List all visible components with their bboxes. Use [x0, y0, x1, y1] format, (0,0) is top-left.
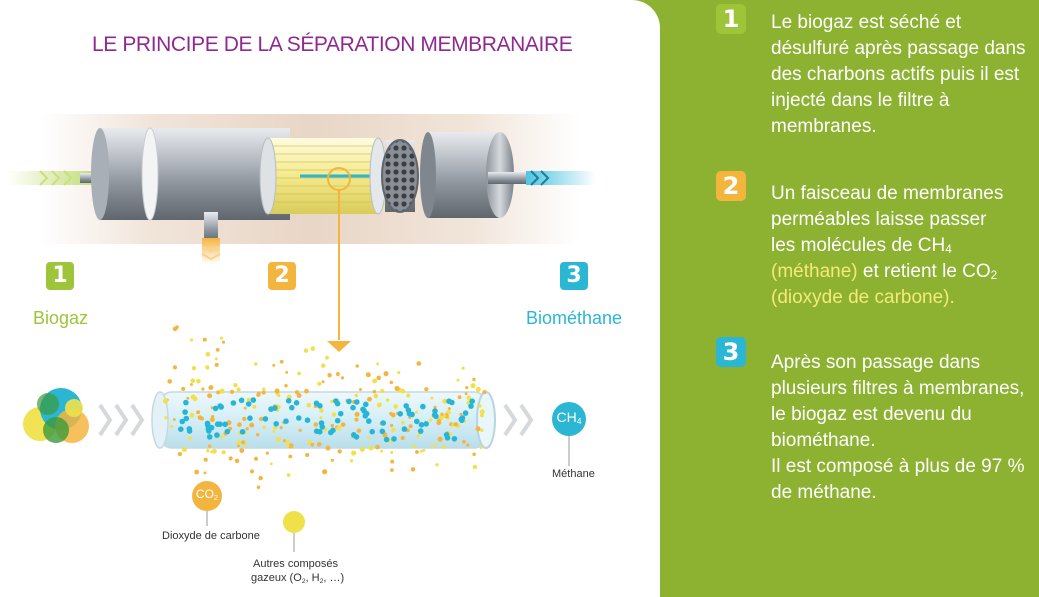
co2-particle	[369, 446, 374, 451]
explanation-step-2-badge: 2	[716, 171, 746, 201]
co2-particle	[355, 412, 360, 417]
methane-particle	[333, 398, 339, 404]
methane-particle	[380, 429, 386, 435]
co2-particle	[252, 405, 256, 409]
methane-particle	[445, 435, 451, 441]
methane-particle	[419, 422, 425, 428]
methane-particle	[380, 420, 386, 426]
explanation-panel	[660, 0, 1039, 597]
co2-particle	[462, 440, 466, 444]
co2-particle	[310, 346, 315, 351]
co2-particle	[416, 361, 421, 366]
co2-particle	[277, 406, 280, 409]
explanation-step-1-badge: 1	[716, 4, 746, 34]
co2-particle	[436, 420, 441, 425]
co2-particle	[386, 398, 389, 401]
co2-particle	[412, 444, 416, 448]
co2-particle	[390, 460, 394, 464]
co2-particle	[341, 376, 344, 379]
co2-particle	[375, 445, 380, 450]
co2-particle	[186, 397, 189, 400]
step-2-co2-sub: 2	[990, 269, 998, 282]
others-prefix: gazeux (O	[251, 572, 302, 584]
co2-particle	[193, 396, 198, 401]
co2-particle	[409, 424, 413, 428]
co2-outlet-pipe	[204, 212, 218, 242]
co2-particle	[401, 421, 405, 425]
co2-particle	[206, 449, 209, 452]
co2-particle	[415, 411, 418, 414]
co2-particle	[457, 379, 460, 382]
co2-particle	[322, 380, 325, 383]
ch4-caption: Méthane	[552, 468, 595, 480]
right-chevrons	[505, 405, 531, 435]
co2-particle	[254, 362, 258, 366]
co2-particle	[280, 426, 283, 429]
co2-particle	[201, 387, 204, 390]
co2-particle	[206, 352, 211, 357]
co2-particle	[465, 386, 468, 389]
step-2-methane-highlight: (méthane)	[771, 261, 858, 282]
methane-particle	[369, 429, 375, 435]
co2-particle	[230, 390, 234, 394]
co2-particle	[190, 383, 193, 386]
co2-particle	[476, 387, 481, 392]
methane-particle	[180, 419, 186, 425]
co2-particle	[391, 413, 396, 418]
co2-particle	[181, 387, 185, 391]
zoom-arrowhead	[327, 341, 351, 352]
co2-caption: Dioxyde de carbone	[162, 530, 260, 542]
co2-particle	[306, 403, 311, 408]
co2-particle	[241, 440, 245, 444]
left-chevrons	[100, 405, 142, 435]
methane-particle	[225, 429, 231, 435]
step-2-line-4: et retient le CO	[857, 261, 991, 282]
methane-particle	[296, 415, 302, 421]
co2-particle	[236, 387, 240, 391]
co2-particle	[203, 338, 207, 342]
methane-particle	[240, 429, 246, 435]
methane-particle	[398, 411, 404, 417]
co2-particle	[205, 365, 209, 369]
co2-particle	[244, 407, 247, 410]
co2-particle	[322, 469, 327, 474]
co2-particle	[208, 385, 213, 390]
methane-particle	[363, 402, 369, 408]
methane-particle	[231, 400, 237, 406]
methane-particle	[283, 418, 289, 424]
co2-particle	[393, 404, 397, 408]
co2-particle	[254, 457, 258, 461]
co2-particle	[208, 444, 211, 447]
co2-particle	[394, 386, 399, 391]
step-2-badge: 2	[268, 262, 296, 290]
methane-particle	[446, 398, 452, 404]
co2-particle	[350, 459, 353, 462]
step-3-paragraph-1: Après son passage dans plusieurs filtres à membranes, le biogaz est devenu du biométhane.	[771, 352, 1025, 451]
methane-particle	[273, 421, 279, 427]
co2-particle	[440, 413, 443, 416]
co2-particle	[257, 486, 261, 490]
co2-particle	[250, 469, 254, 473]
methane-particle	[391, 436, 397, 442]
co2-particle	[461, 367, 464, 370]
co2-particle	[366, 372, 371, 377]
co2-particle	[482, 390, 486, 394]
methane-particle	[468, 403, 474, 409]
co2-particle	[373, 394, 378, 399]
co2-particle	[272, 364, 275, 367]
co2-particle	[275, 389, 280, 394]
co2-particle	[222, 450, 226, 454]
co2-particle	[390, 381, 394, 385]
others-mid: , H	[305, 572, 320, 584]
ch4-label-text: CH	[556, 409, 577, 425]
co2-particle	[448, 407, 451, 410]
methane-particle	[319, 424, 325, 430]
co2-particle	[397, 371, 400, 374]
co2-particle	[359, 388, 362, 391]
step-2-line-3: les molécules de CH	[771, 235, 946, 256]
methane-particle	[239, 398, 245, 404]
other-gases-caption-line1: Autres composés	[253, 558, 338, 570]
co2-particle	[229, 456, 233, 460]
methane-particle	[459, 418, 465, 424]
co2-particle	[239, 448, 244, 453]
methane-particle	[187, 428, 193, 434]
co2-particle	[367, 436, 370, 439]
co2-particle	[262, 391, 266, 395]
other-gases-molecule	[283, 511, 305, 533]
co2-particle	[355, 394, 358, 397]
methane-particle	[330, 428, 336, 434]
co2-particle	[317, 382, 321, 386]
step-2-co2-highlight: (dioxyde de carbone).	[771, 287, 955, 308]
methane-particle	[294, 400, 300, 406]
co2-particle	[258, 476, 262, 480]
co2-particle	[438, 437, 443, 442]
co2-particle	[222, 341, 225, 344]
co2-particle	[480, 446, 483, 449]
others-o-sub: 2	[301, 578, 306, 585]
co2-particle	[233, 383, 237, 387]
co2-particle	[360, 447, 365, 452]
diagram-title: LE PRINCIPE DE LA SÉPARATION MEMBRANAIRE	[92, 33, 573, 56]
co2-particle	[204, 458, 208, 462]
co2-particle	[330, 400, 333, 403]
co2-particle	[215, 363, 219, 367]
co2-particle	[286, 444, 289, 447]
methane-particle	[363, 413, 369, 419]
co2-particle	[164, 416, 167, 419]
co2-particle	[220, 337, 223, 340]
methane-particle	[414, 419, 420, 425]
step-2-ch4-sub: 4	[945, 243, 952, 256]
co2-particle	[210, 417, 215, 422]
methane-particle	[286, 398, 292, 404]
methane-particle	[366, 418, 372, 424]
co2-particle	[429, 418, 432, 421]
co2-particle	[314, 422, 319, 427]
methane-particle	[452, 436, 458, 442]
co2-particle	[173, 418, 176, 421]
co2-particle	[196, 379, 201, 384]
step-3-badge: 3	[560, 262, 588, 290]
other-gases-caption-line2	[251, 572, 344, 584]
methane-particle	[218, 404, 224, 410]
co2-particle	[472, 453, 476, 457]
methane-particle	[409, 412, 415, 418]
co2-particle	[191, 378, 196, 383]
co2-particle	[376, 376, 381, 381]
co2-particle	[297, 371, 301, 375]
co2-particle	[219, 435, 223, 439]
co2-particle	[454, 422, 458, 426]
methane-particle	[402, 426, 408, 432]
co2-particle	[196, 411, 200, 415]
methane-particle	[272, 405, 278, 411]
biomethane-label: Biométhane	[526, 308, 623, 328]
co2-particle	[207, 393, 212, 398]
co2-particle	[357, 428, 362, 433]
methane-particle	[207, 434, 213, 440]
co2-particle	[249, 423, 254, 428]
co2-particle	[188, 436, 192, 440]
co2-particle	[424, 387, 428, 391]
co2-particle	[435, 463, 438, 466]
co2-particle	[367, 397, 372, 402]
co2-particle	[310, 443, 314, 447]
methane-particle	[314, 401, 320, 407]
co2-particle	[237, 440, 241, 444]
co2-particle	[331, 424, 334, 427]
co2-particle	[480, 409, 485, 414]
co2-particle	[465, 392, 468, 395]
co2-particle	[283, 439, 286, 442]
co2-particle	[422, 449, 425, 452]
co2-particle	[204, 471, 207, 474]
co2-particle	[336, 426, 341, 431]
methane-particle	[314, 428, 320, 434]
methane-particle	[354, 399, 360, 405]
methane-particle	[206, 428, 212, 434]
co2-particle	[321, 363, 325, 367]
co2-particle	[435, 443, 438, 446]
co2-particle	[472, 378, 475, 381]
methane-particle	[420, 404, 426, 410]
methane-particle	[251, 397, 257, 403]
co2-particle	[406, 393, 410, 397]
co2-particle	[288, 455, 292, 459]
co2-particle	[287, 473, 291, 477]
perforated-disc	[382, 140, 418, 212]
co2-particle	[380, 389, 384, 393]
methane-particle	[263, 416, 269, 422]
co2-particle	[235, 459, 240, 464]
gas-mixture-icon	[23, 388, 89, 443]
methane-particle	[182, 409, 188, 415]
co2-particle	[247, 398, 251, 402]
co2-particle	[256, 433, 259, 436]
explanation-step-3-text	[771, 350, 1036, 506]
co2-particle	[319, 416, 322, 419]
methane-particle	[469, 398, 475, 404]
co2-particle	[192, 366, 196, 370]
methane-particle	[418, 428, 424, 434]
co2-particle	[285, 371, 288, 374]
others-h-sub: 2	[319, 578, 324, 585]
co2-particle	[280, 360, 284, 364]
methane-particle	[213, 406, 219, 412]
co2-particle	[256, 393, 260, 397]
co2-particle	[304, 389, 309, 394]
methane-particle	[351, 432, 357, 438]
module-ring	[142, 128, 158, 220]
step-1-badge: 1	[46, 262, 74, 290]
co2-particle	[163, 398, 168, 403]
biogaz-label: Biogaz	[33, 308, 89, 328]
co2-particle	[390, 451, 393, 454]
ch4-label-sub: 4	[576, 416, 582, 426]
co2-particle	[182, 447, 187, 452]
co2-particle	[351, 451, 356, 456]
co2-particle	[376, 362, 379, 365]
co2-particle	[297, 393, 302, 398]
co2-particle	[210, 450, 213, 453]
methane-particle	[217, 421, 223, 427]
methane-particle	[350, 405, 356, 411]
co2-particle	[354, 418, 358, 422]
co2-particle	[401, 436, 405, 440]
co2-particle	[305, 453, 309, 457]
methane-particle	[346, 399, 352, 405]
co2-particle	[262, 426, 266, 430]
co2-particle	[245, 427, 248, 430]
co2-particle	[194, 470, 199, 475]
co2-particle	[219, 389, 224, 394]
methane-particle	[178, 426, 184, 432]
co2-particle	[380, 450, 383, 453]
co2-particle	[215, 357, 218, 360]
co2-particle	[170, 425, 173, 428]
methane-particle	[338, 411, 344, 417]
co2-particle	[391, 428, 395, 432]
co2-particle	[327, 373, 331, 377]
methane-particle	[183, 400, 189, 406]
co2-particle	[411, 467, 416, 472]
co2-particle	[470, 383, 475, 388]
co2-particle	[341, 422, 346, 427]
methane-particle	[360, 407, 366, 413]
co2-particle	[266, 452, 269, 455]
co2-particle	[480, 429, 483, 432]
co2-particle	[355, 364, 358, 367]
co2-particle	[377, 403, 382, 408]
methane-particle	[246, 401, 252, 407]
step-2-line-1: Un faisceau de membranes	[771, 183, 1004, 204]
co2-particle	[473, 465, 477, 469]
explanation-step-2-text	[771, 181, 1036, 311]
others-suffix: , …)	[323, 572, 345, 584]
co2-particle	[458, 395, 462, 399]
methane-particle	[463, 410, 469, 416]
co2-particle	[319, 408, 324, 413]
co2-particle	[476, 426, 481, 431]
co2-particle	[173, 365, 177, 369]
co2-particle	[372, 378, 377, 383]
methane-particle	[406, 407, 412, 413]
co2-particle	[304, 348, 308, 352]
co2-label-sub: 2	[213, 493, 219, 502]
co2-particle	[415, 450, 419, 454]
co2-particle	[298, 429, 301, 432]
co2-particle	[284, 384, 287, 387]
co2-particle	[190, 338, 193, 341]
co2-particle	[373, 390, 377, 394]
co2-particle	[430, 397, 433, 400]
co2-particle	[331, 459, 334, 462]
co2-particle	[325, 356, 329, 360]
co2-particle	[272, 430, 275, 433]
co2-particle	[390, 424, 393, 427]
co2-particle	[390, 468, 394, 472]
co2-particle	[270, 462, 273, 465]
co2-particle	[317, 442, 322, 447]
methane-particle	[432, 412, 438, 418]
co2-particle	[431, 445, 434, 448]
step-3-paragraph-2: Il est composé à plus de 97 % de méthane.	[771, 456, 1025, 503]
methane-particle	[247, 415, 253, 421]
methane-particle	[214, 432, 220, 438]
co2-particle	[178, 452, 182, 456]
co2-particle	[242, 417, 246, 421]
co2-particle	[442, 445, 446, 449]
methane-particle	[335, 418, 341, 424]
methane-particle	[289, 405, 295, 411]
co2-label-text: CO	[195, 487, 214, 501]
co2-particle	[175, 325, 179, 329]
co2-particle	[332, 412, 336, 416]
explanation-step-3-badge: 3	[716, 337, 746, 367]
methane-particle	[222, 422, 228, 428]
step-2-line-2: perméables laisse passer	[771, 209, 987, 230]
methane-particle	[423, 421, 429, 427]
methane-particle	[384, 437, 390, 443]
co2-particle	[276, 437, 281, 442]
co2-particle	[383, 371, 388, 376]
co2-particle	[167, 379, 172, 384]
co2-particle	[466, 443, 469, 446]
co2-particle	[478, 404, 481, 407]
co2-particle	[190, 413, 195, 418]
methane-particle	[305, 417, 311, 423]
ch4-label	[553, 409, 585, 425]
co2-particle	[325, 446, 330, 451]
co2-particle	[338, 449, 342, 453]
co2-particle	[336, 372, 340, 376]
co2-particle	[286, 440, 290, 444]
co2-particle	[200, 416, 204, 420]
co2-particle	[290, 443, 294, 447]
co2-label	[192, 487, 222, 501]
co2-particle	[262, 388, 265, 391]
co2-particle	[237, 422, 242, 427]
co2-particle	[216, 348, 220, 352]
biomethane-outlet-pipe	[488, 172, 528, 184]
explanation-step-1-text: Le biogaz est séché et désulfuré après passage dans des charbons actifs puis il est injecté dans le filtre à membranes.	[771, 12, 1026, 137]
